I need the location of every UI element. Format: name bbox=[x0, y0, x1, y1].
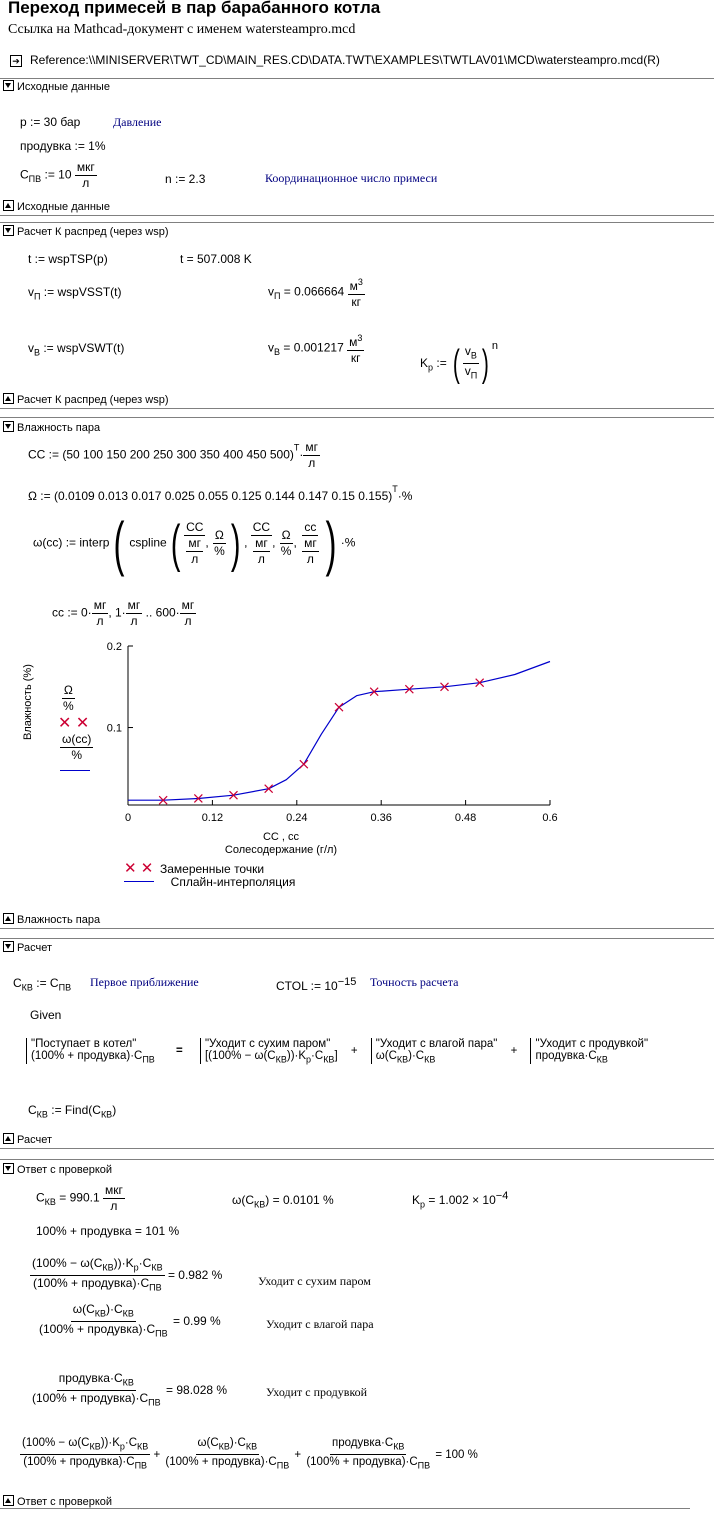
blowdown-def: продувка := 1% bbox=[20, 139, 106, 153]
page-title: Переход примесей в пар барабанного котла bbox=[8, 0, 381, 17]
section-moisture-footer[interactable]: Влажность пара bbox=[3, 913, 100, 926]
sum-result: 100% + продувка = 101 % bbox=[36, 1224, 180, 1238]
vp-val: $v_П = 0.066664$ $\frac{м^3}{кг}$ bbox=[268, 277, 363, 309]
vv-def: $v_В$ := wspVSWT(t) bbox=[28, 341, 125, 358]
pressure-def: p := 30 бар bbox=[20, 115, 81, 129]
y-legend-omega-cc: $\frac{\omega(cc)}{\%}$ bbox=[62, 732, 92, 762]
dry-check: $\frac{(100\% - \omega(C_{КВ}))\cdot K_p\cdot C_{КВ}}{(100\% + продувка)\cdot C_{ПВ}}$ = 0.982 % bbox=[32, 1256, 223, 1293]
section-input-footer[interactable]: Исходные данные bbox=[3, 200, 110, 213]
x-tick-label: 0.12 bbox=[201, 812, 224, 824]
omega-vector: Ω := (0.0109 0.013 0.017 0.025 0.055 0.125 0.144 0.147 0.15 0.155)$^T$·% bbox=[28, 484, 413, 503]
expand-icon bbox=[3, 913, 14, 924]
subtitle: Ссылка на Mathcad-документ с именем watersteampro.mcd bbox=[8, 22, 356, 37]
expand-icon bbox=[3, 200, 14, 211]
expand-icon bbox=[3, 393, 14, 404]
legend-x-icon: ✕ ✕ bbox=[124, 860, 154, 877]
given-keyword: Given bbox=[30, 1008, 62, 1022]
blow-check: $\frac{продувка\cdot C_{КВ}}{(100\% + продувка)\cdot C_{ПВ}}$ = 98.028 % bbox=[32, 1371, 228, 1408]
collapse-icon bbox=[3, 225, 14, 236]
measured-point bbox=[335, 703, 343, 711]
find-def: $C_{КВ}$ := $Find(C_{КВ})$ bbox=[28, 1103, 117, 1120]
collapse-icon bbox=[3, 421, 14, 432]
y-tick-label: 0.1 bbox=[106, 722, 122, 735]
kp-result: $K_p = 1.002 \times 10^{-4}$ bbox=[412, 1190, 509, 1210]
y-legend-x-marks: ✕ ✕ bbox=[58, 715, 90, 732]
omega-result: $\omega(C_{КВ}) = 0.0101$ % bbox=[232, 1193, 334, 1210]
reference-arrow-icon: ➔ bbox=[10, 55, 22, 67]
x-tick-label: 0 bbox=[124, 812, 132, 824]
expand-icon bbox=[3, 1495, 14, 1506]
vv-val: $v_В = 0.001217$ $\frac{м^3}{кг}$ bbox=[268, 333, 363, 365]
y-legend-line bbox=[60, 770, 90, 771]
total-check: $\frac{(100\% - \omega(C_{КВ}))\cdot K_p\cdot C_{КВ}}{(100\% + продувка)\cdot C_{ПВ}}$ + $\frac{\omega(C_{КВ})\cdot C_{КВ}}{(100\% + продувка)\cdot C_{ПВ}}$ + $\frac{продувка\cdot C_{КВ}}{(100\% + продувка)\cdot C_{ПВ}}$ = 100 % bbox=[22, 1437, 478, 1471]
dry-note: Уходит с сухим паром bbox=[258, 1274, 371, 1288]
x-tick-label: 0.24 bbox=[286, 812, 308, 824]
x-tick-label: 0.6 bbox=[542, 812, 558, 824]
legend-line-icon bbox=[124, 881, 154, 882]
x-axis-label: Солесодержание (г/л) bbox=[224, 844, 338, 856]
ctol-def: CTOL := $10^{-15}$ bbox=[276, 976, 357, 993]
legend-measured: ✕ ✕ Замеренные точки bbox=[124, 860, 265, 877]
section-k-footer[interactable]: Расчет К распред (через wsp) bbox=[3, 393, 169, 406]
legend-spline: Сплайн-интерполяция bbox=[124, 875, 295, 889]
first-approx-note: Первое приближение bbox=[90, 975, 199, 989]
section-k-header[interactable]: Расчет К распред (через wsp) bbox=[3, 225, 169, 238]
section-answer-footer[interactable]: Ответ с проверкой bbox=[3, 1495, 112, 1508]
y-axis-label: Влажность (%) bbox=[22, 664, 34, 740]
wet-note: Уходит с влагой пара bbox=[266, 1317, 374, 1331]
t-def: t := wspTSP(p) bbox=[28, 252, 108, 266]
balance-equation: "Поступает в котел" $(100\% + продувка)\cdot C_{ПВ}$ = "Уходит с сухим паром" $[(100\% - \omega(C_{КВ}))\cdot K_p\cdot C_{КВ}]$ + "Уходит с влагой пара" $\omega(C_{КВ})\cdot C_{КВ}$ + "Уходит с продувкой" $продувка\cdot C_{КВ}$ bbox=[26, 1038, 648, 1064]
moisture-chart bbox=[0, 630, 714, 900]
section-calc-header[interactable]: Расчет bbox=[3, 941, 52, 954]
reference-path: Reference:\\MINISERVER\TWT_CD\MAIN_RES.CD\DATA.TWT\EXAMPLES\TWTLAV01\MCD\watersteampro.mcd(R) bbox=[30, 53, 660, 67]
section-answer-header[interactable]: Ответ с проверкой bbox=[3, 1163, 112, 1176]
omega-function: ω(cc) := interp( cspline( $\frac{CC}{\frac{мг}{л}}$ , $\frac{\Omega}{\%}$ ) , $\frac{CC}{\frac{мг}{л}}$ , $\frac{\Omega}{\%}$ , $\frac{cc}{\frac{мг}{л}}$ ) ·% bbox=[33, 509, 356, 577]
vp-def: $v_П$ := wspVSST(t) bbox=[28, 285, 122, 302]
expand-icon bbox=[3, 1133, 14, 1144]
blow-note: Уходит с продувкой bbox=[266, 1385, 368, 1399]
collapse-icon bbox=[3, 80, 14, 91]
x-axis-var-label: CC , cc bbox=[262, 831, 300, 843]
section-calc-footer[interactable]: Расчет bbox=[3, 1133, 52, 1146]
section-input-header[interactable]: Исходные данные bbox=[3, 80, 110, 93]
n-def: n := 2.3 bbox=[165, 172, 206, 186]
wet-check: $\frac{\omega(C_{КВ})\cdot C_{КВ}}{(100\% + продувка)\cdot C_{ПВ}}$ = 0.99 % bbox=[39, 1302, 221, 1339]
pressure-note: Давление bbox=[113, 115, 162, 129]
y-tick-label: 0.2 bbox=[106, 641, 122, 653]
ckv-init: $C_{КВ}$ := $C_{ПВ}$ bbox=[13, 976, 72, 993]
cc-range: cc := 0· $\frac{мг}{л}$ , 1· $\frac{мг}{л}$ .. 600· $\frac{мг}{л}$ bbox=[52, 598, 195, 628]
collapse-icon bbox=[3, 1163, 14, 1174]
section-moisture-header[interactable]: Влажность пара bbox=[3, 421, 100, 434]
t-val: t = 507.008 K bbox=[180, 252, 252, 266]
reference-row[interactable] bbox=[10, 53, 660, 67]
measured-point bbox=[300, 760, 308, 768]
kp-def: $K_p$ := ( $\frac{v_В}{v_П}$ ) $^n$ bbox=[420, 340, 498, 385]
n-note: Координационное число примеси bbox=[265, 171, 438, 185]
spline-series-line bbox=[128, 662, 550, 801]
cpv-def: $C_{ПВ}$ := 10 $\frac{\text{мкг}}{л}$ bbox=[20, 160, 95, 190]
collapse-icon bbox=[3, 941, 14, 952]
y-legend-omega: $\frac{\Omega}{\%}$ bbox=[63, 683, 74, 713]
x-tick-label: 0.36 bbox=[370, 812, 392, 824]
cc-vector: CC := (50 100 150 200 250 300 350 400 450 500)$^T$· $\frac{мг}{л}$ bbox=[28, 440, 319, 470]
ctol-note: Точность расчета bbox=[370, 975, 459, 989]
ckv-result: $C_{КВ} = 990.1$ $\frac{\text{мкг}}{л}$ bbox=[36, 1183, 123, 1213]
x-tick-label: 0.48 bbox=[454, 812, 477, 824]
